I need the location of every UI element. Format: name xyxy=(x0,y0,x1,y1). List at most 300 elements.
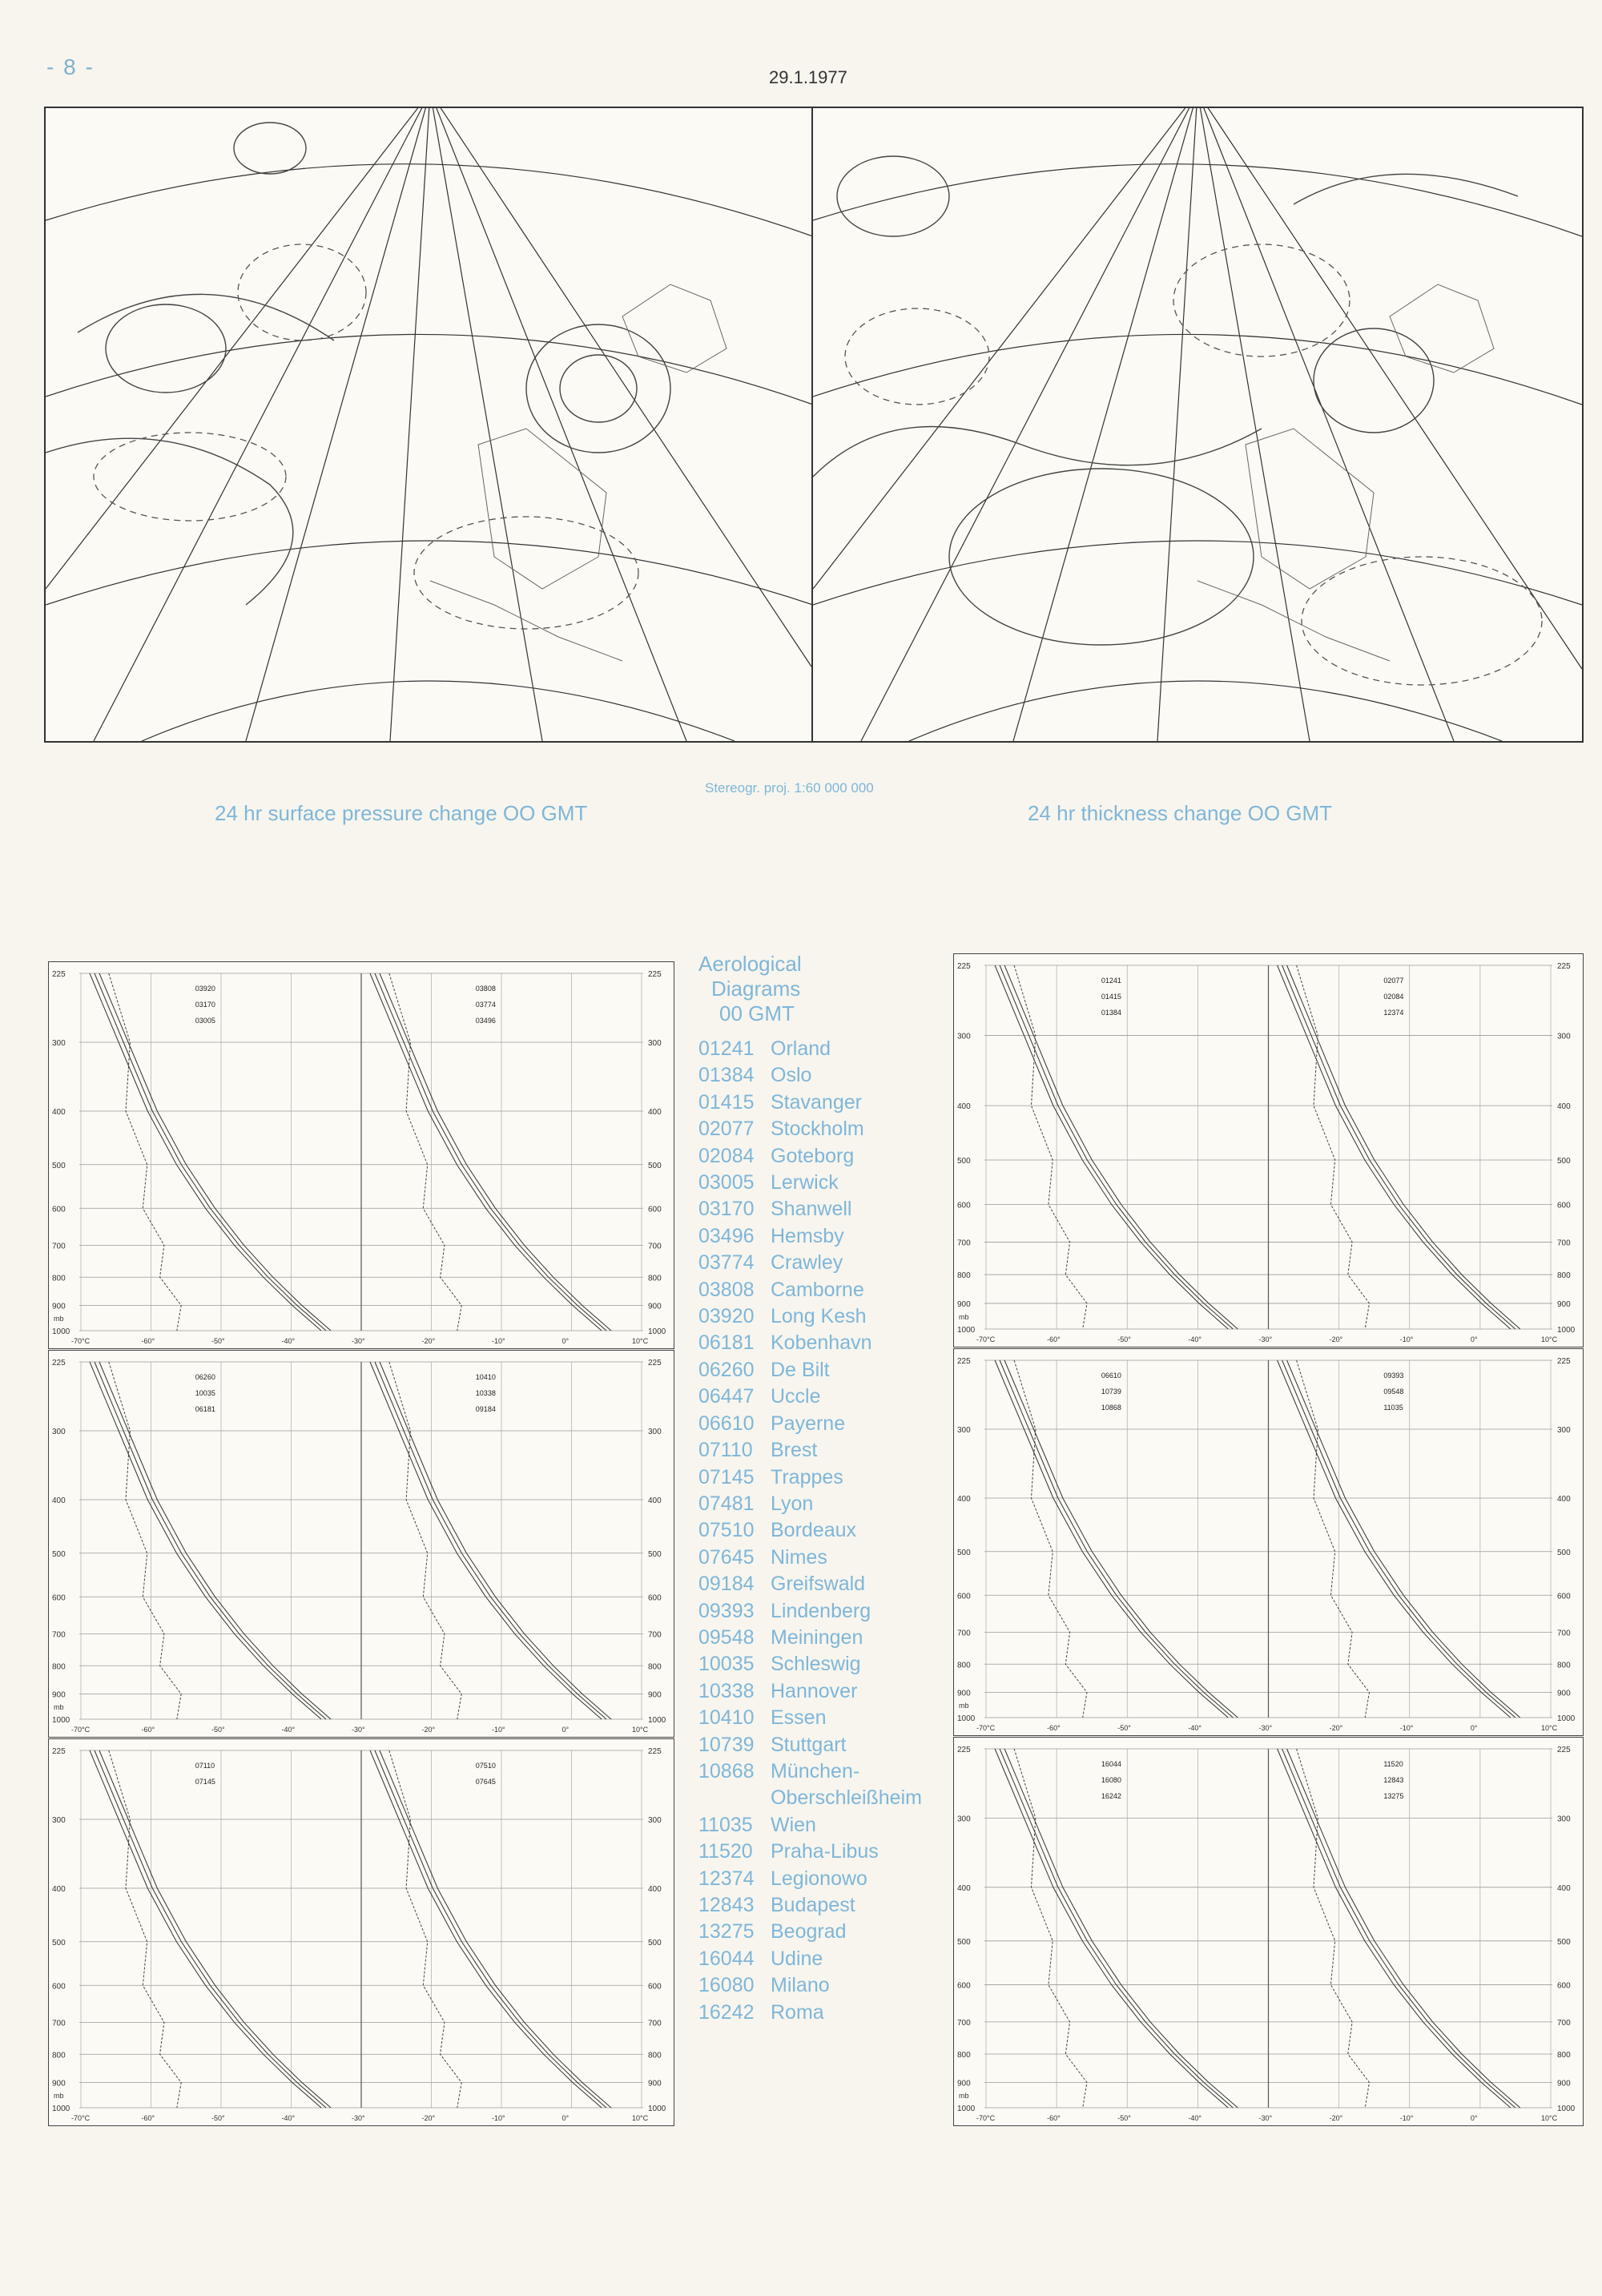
pressure-level-label: 300 xyxy=(957,1426,971,1436)
pressure-level-label: 800 xyxy=(957,1661,971,1670)
pressure-level-label: 300 xyxy=(1557,1426,1571,1436)
pressure-level-label: 400 xyxy=(52,1496,66,1506)
station-name: Milano xyxy=(771,1974,830,1997)
station-name: Essen xyxy=(771,1706,827,1730)
pressure-level-label: 800 xyxy=(648,1662,662,1672)
station-name: Wien xyxy=(771,1813,816,1836)
pressure-level-label: 300 xyxy=(957,1815,971,1824)
pressure-level-label: 900 xyxy=(52,2079,66,2089)
station-list-item xyxy=(698,1839,955,1865)
temperature-tick-label: -50° xyxy=(211,2114,225,2122)
pressure-level-label: 800 xyxy=(52,1662,66,1672)
station-list-item xyxy=(698,1919,955,1945)
pressure-level-label: 500 xyxy=(1557,1548,1571,1557)
aerological-diagram xyxy=(953,1348,1584,1736)
station-name: Shanwell xyxy=(771,1198,852,1221)
station-name: Hannover xyxy=(771,1679,858,1702)
station-name: Lindenberg xyxy=(771,1599,871,1622)
temperature-tick-label: -20° xyxy=(421,2114,436,2122)
pressure-level-label: 225 xyxy=(957,1357,971,1366)
diagram-station-code: 16044 xyxy=(1101,1760,1121,1768)
station-list-item xyxy=(698,1625,955,1651)
temperature-tick-label: 10°C xyxy=(632,2114,649,2122)
diagram-station-code: 13275 xyxy=(1383,1792,1404,1800)
pressure-level-label: 400 xyxy=(1557,1883,1571,1893)
station-code: 16080 xyxy=(698,1974,755,1997)
station-code: 12374 xyxy=(698,1867,755,1890)
temperature-tick-label: 10°C xyxy=(632,1337,649,1345)
station-code: 10739 xyxy=(698,1733,755,1756)
temperature-tick-label: -20° xyxy=(1329,1724,1343,1732)
station-code: 06610 xyxy=(698,1412,755,1435)
station-code: 09548 xyxy=(698,1625,755,1649)
station-list-item xyxy=(698,1972,955,1999)
diagram-station-code: 06610 xyxy=(1101,1372,1121,1380)
temperature-tick-label: -70°C xyxy=(976,2114,996,2122)
temperature-tick-label: -40° xyxy=(1188,1724,1202,1732)
pressure-level-label: 1000 xyxy=(957,1714,976,1723)
diagram-station-code: 02077 xyxy=(1383,977,1404,985)
temperature-tick-label: -70°C xyxy=(71,2114,91,2122)
station-name: Kobenhavn xyxy=(771,1331,872,1355)
station-name: Legionowo xyxy=(771,1867,867,1890)
station-name: Roma xyxy=(771,2000,824,2024)
temperature-tick-label: -70°C xyxy=(976,1724,996,1732)
temperature-tick-label: -70°C xyxy=(71,1726,91,1734)
pressure-unit-label: mb xyxy=(54,2092,64,2100)
aerological-diagram xyxy=(953,1737,1584,2126)
thickness-map-caption: 24 hr thickness change OO GMT xyxy=(1028,801,1333,825)
pressure-level-label: 400 xyxy=(52,1885,66,1895)
pressure-level-label: 500 xyxy=(52,1161,66,1170)
surface-pressure-change-map xyxy=(44,107,815,743)
pressure-level-label: 225 xyxy=(648,1359,662,1368)
station-list-item xyxy=(698,1758,955,1785)
pressure-unit-label: mb xyxy=(54,1315,64,1323)
pressure-level-label: 700 xyxy=(52,1630,66,1640)
pressure-level-label: 300 xyxy=(648,1816,662,1826)
station-list-item xyxy=(698,1437,955,1464)
pressure-level-label: 600 xyxy=(957,1201,971,1210)
panel-title-line: 00 GMT xyxy=(719,1001,795,1025)
pressure-level-label: 500 xyxy=(1557,1937,1571,1947)
temperature-tick-label: 0° xyxy=(1470,1724,1478,1732)
pressure-level-label: 900 xyxy=(52,1690,66,1700)
temperature-tick-label: -40° xyxy=(1188,1335,1202,1343)
pressure-level-label: 600 xyxy=(1557,1592,1571,1601)
station-name: Udine xyxy=(771,1947,823,1970)
temperature-tick-label: 10°C xyxy=(1541,2114,1558,2122)
pressure-level-label: 225 xyxy=(1557,1746,1571,1754)
station-name: Bordeaux xyxy=(771,1519,857,1542)
pressure-level-label: 1000 xyxy=(52,1327,70,1336)
temperature-tick-label: -70°C xyxy=(71,1337,91,1345)
station-code: 10035 xyxy=(698,1653,755,1676)
station-list-item xyxy=(698,1250,955,1276)
station-name: Crawley xyxy=(771,1251,843,1275)
temperature-tick-label: -60° xyxy=(1047,1335,1061,1343)
temperature-tick-label: -30° xyxy=(352,1337,365,1345)
station-code: 03496 xyxy=(698,1224,755,1247)
station-list-item xyxy=(698,1946,955,1972)
pressure-level-label: 400 xyxy=(648,1885,662,1895)
temperature-tick-label: -10° xyxy=(492,1337,505,1345)
pressure-level-label: 400 xyxy=(1557,1495,1571,1504)
pressure-level-label: 900 xyxy=(648,1690,662,1700)
station-code: 09184 xyxy=(698,1573,755,1596)
diagram-station-code: 10739 xyxy=(1101,1388,1121,1396)
pressure-level-label: 900 xyxy=(52,1302,66,1311)
diagram-station-code: 07110 xyxy=(195,1762,215,1770)
pressure-level-label: 500 xyxy=(957,1157,971,1166)
page-number: - 8 - xyxy=(46,54,95,79)
pressure-level-label: 400 xyxy=(957,1495,971,1504)
station-name: Camborne xyxy=(771,1278,864,1301)
station-code: 11520 xyxy=(698,1840,753,1863)
temperature-tick-label: -20° xyxy=(421,1337,436,1345)
temperature-tick-label: -60° xyxy=(1047,1724,1061,1732)
station-list-item xyxy=(698,1491,955,1517)
station-code: 13275 xyxy=(698,1920,755,1944)
station-code: 03808 xyxy=(698,1278,755,1301)
diagram-station-code: 11035 xyxy=(1383,1404,1403,1412)
diagram-station-code: 09393 xyxy=(1383,1372,1404,1380)
station-list-item xyxy=(698,1116,955,1142)
station-name: Uccle xyxy=(771,1385,821,1408)
station-code: 10338 xyxy=(698,1679,755,1702)
temperature-tick-label: -20° xyxy=(421,1726,436,1734)
station-list-item xyxy=(698,1411,955,1437)
station-name-continued: Oberschleißheim xyxy=(771,1786,922,1810)
diagram-station-code: 09184 xyxy=(475,1405,496,1413)
pressure-level-label: 900 xyxy=(1557,1299,1571,1309)
station-code: 07510 xyxy=(698,1519,755,1542)
diagram-station-code: 03005 xyxy=(195,1017,215,1025)
station-code: 10410 xyxy=(698,1706,755,1730)
temperature-tick-label: -40° xyxy=(281,1337,296,1345)
pressure-level-label: 500 xyxy=(648,1161,662,1170)
temperature-tick-label: -10° xyxy=(1399,2114,1414,2122)
pressure-level-label: 225 xyxy=(52,1747,66,1756)
pressure-level-label: 1000 xyxy=(1557,2105,1576,2113)
diagram-station-code: 01384 xyxy=(1101,1009,1121,1017)
temperature-tick-label: -50° xyxy=(1117,2114,1131,2122)
pressure-level-label: 800 xyxy=(52,2051,66,2060)
station-name: Stuttgart xyxy=(771,1733,847,1756)
pressure-level-label: 1000 xyxy=(648,2105,666,2113)
diagram-station-code: 03920 xyxy=(195,985,215,993)
station-code: 07145 xyxy=(698,1465,755,1488)
diagram-station-code: 06181 xyxy=(195,1405,215,1413)
station-code: 10868 xyxy=(698,1759,755,1782)
diagram-station-code: 12374 xyxy=(1383,1009,1404,1017)
temperature-tick-label: 10°C xyxy=(1541,1335,1558,1343)
pressure-level-label: 800 xyxy=(957,2050,971,2060)
station-list-item xyxy=(698,1705,955,1731)
diagram-station-code: 03808 xyxy=(475,985,496,993)
pressure-level-label: 900 xyxy=(648,1302,662,1311)
pressure-level-label: 800 xyxy=(1557,2050,1571,2060)
station-code: 02077 xyxy=(698,1118,755,1141)
station-name: Schleswig xyxy=(771,1653,861,1676)
station-list-item xyxy=(698,1223,955,1250)
temperature-tick-label: 10°C xyxy=(1541,1724,1558,1732)
station-code: 11035 xyxy=(698,1813,753,1836)
station-code: 06181 xyxy=(698,1331,755,1355)
pressure-level-label: 800 xyxy=(52,1274,66,1283)
pressure-level-label: 900 xyxy=(648,2079,662,2089)
pressure-level-label: 700 xyxy=(957,1629,971,1638)
temperature-tick-label: -40° xyxy=(281,1726,296,1734)
pressure-level-label: 300 xyxy=(648,1428,662,1437)
station-name: Praha-Libus xyxy=(771,1840,879,1863)
pressure-level-label: 400 xyxy=(648,1108,662,1118)
station-list-item xyxy=(698,1651,955,1678)
temperature-tick-label: -50° xyxy=(211,1726,225,1734)
station-code: 07110 xyxy=(698,1439,753,1462)
temperature-tick-label: -40° xyxy=(281,2114,296,2122)
diagram-station-code: 10410 xyxy=(475,1373,496,1381)
temperature-tick-label: -10° xyxy=(1399,1335,1414,1343)
temperature-tick-label: -70°C xyxy=(976,1335,996,1343)
pressure-level-label: 300 xyxy=(1557,1032,1571,1041)
pressure-level-label: 900 xyxy=(957,2079,971,2089)
diagram-station-code: 07510 xyxy=(475,1762,496,1770)
aerological-diagram xyxy=(48,961,674,1349)
station-code: 07645 xyxy=(698,1545,755,1569)
temperature-tick-label: 0° xyxy=(562,1726,570,1734)
pressure-level-label: 225 xyxy=(1557,962,1571,971)
station-list-item xyxy=(698,1866,955,1892)
pressure-level-label: 800 xyxy=(1557,1271,1571,1281)
station-name: Hemsby xyxy=(771,1224,844,1247)
station-code: 06447 xyxy=(698,1385,755,1408)
station-name: Nimes xyxy=(771,1545,827,1569)
pressure-level-label: 400 xyxy=(957,1883,971,1893)
station-name: Orland xyxy=(771,1037,831,1060)
pressure-unit-label: mb xyxy=(959,2092,969,2100)
station-code: 03920 xyxy=(698,1305,755,1328)
temperature-tick-label: -30° xyxy=(1258,2114,1273,2122)
station-name: Lyon xyxy=(771,1492,814,1515)
pressure-unit-label: mb xyxy=(959,1313,969,1321)
pressure-level-label: 600 xyxy=(1557,1981,1571,1991)
diagram-station-code: 10338 xyxy=(475,1389,496,1397)
pressure-level-label: 225 xyxy=(52,1359,66,1368)
surface-pressure-map-caption: 24 hr surface pressure change OO GMT xyxy=(215,801,588,825)
pressure-level-label: 400 xyxy=(957,1102,971,1112)
pressure-level-label: 600 xyxy=(52,1205,66,1214)
aerological-diagram xyxy=(48,1738,674,2126)
pressure-level-label: 800 xyxy=(957,1271,971,1281)
page-date: 29.1.1977 xyxy=(769,67,847,87)
station-list-item xyxy=(698,1571,955,1597)
station-code: 01415 xyxy=(698,1090,755,1114)
temperature-tick-label: -10° xyxy=(492,2114,505,2122)
temperature-tick-label: -10° xyxy=(1399,1724,1414,1732)
temperature-tick-label: 0° xyxy=(1470,1335,1478,1343)
temperature-tick-label: 10°C xyxy=(632,1726,649,1734)
station-list-item xyxy=(698,1598,955,1625)
aerological-diagram xyxy=(953,953,1584,1347)
pressure-level-label: 300 xyxy=(52,1816,66,1826)
temperature-tick-label: 0° xyxy=(1470,2114,1478,2122)
pressure-level-label: 800 xyxy=(1557,1661,1571,1670)
diagram-station-code: 16080 xyxy=(1101,1776,1121,1784)
station-code: 16242 xyxy=(698,2000,755,2024)
pressure-level-label: 600 xyxy=(52,1593,66,1603)
station-list-item xyxy=(698,1678,955,1705)
pressure-level-label: 700 xyxy=(957,1239,971,1248)
pressure-level-label: 600 xyxy=(648,1593,662,1603)
pressure-level-label: 800 xyxy=(648,1274,662,1283)
station-list-item xyxy=(698,1732,955,1758)
pressure-level-label: 1000 xyxy=(957,1326,976,1335)
diagram-station-code: 10035 xyxy=(195,1389,215,1397)
pressure-level-label: 225 xyxy=(52,970,66,979)
station-list-item xyxy=(698,1812,955,1839)
pressure-level-label: 1000 xyxy=(1557,1326,1576,1335)
pressure-level-label: 300 xyxy=(1557,1815,1571,1824)
aerological-diagram xyxy=(48,1350,674,1738)
pressure-unit-label: mb xyxy=(54,1703,64,1711)
pressure-level-label: 500 xyxy=(957,1937,971,1947)
station-name: Payerne xyxy=(771,1412,846,1435)
pressure-level-label: 400 xyxy=(648,1496,662,1506)
temperature-tick-label: -50° xyxy=(1117,1724,1131,1732)
station-list-item xyxy=(698,1277,955,1303)
pressure-level-label: 500 xyxy=(52,1549,66,1559)
temperature-tick-label: -60° xyxy=(141,1726,155,1734)
pressure-level-label: 225 xyxy=(648,1747,662,1756)
diagram-station-code: 09548 xyxy=(1383,1388,1404,1396)
pressure-level-label: 1000 xyxy=(648,1327,666,1336)
pressure-level-label: 600 xyxy=(648,1982,662,1992)
pressure-level-label: 900 xyxy=(1557,1689,1571,1698)
station-code: 03774 xyxy=(698,1251,755,1275)
pressure-level-label: 500 xyxy=(648,1549,662,1559)
projection-note: Stereogr. proj. 1:60 000 000 xyxy=(705,780,874,796)
temperature-tick-label: -10° xyxy=(492,1726,505,1734)
station-list-item xyxy=(698,1196,955,1223)
pressure-level-label: 500 xyxy=(1557,1157,1571,1166)
temperature-tick-label: 0° xyxy=(562,1337,570,1345)
pressure-level-label: 900 xyxy=(957,1689,971,1698)
station-code: 16044 xyxy=(698,1947,755,1970)
temperature-tick-label: -30° xyxy=(352,1726,365,1734)
pressure-level-label: 700 xyxy=(1557,1239,1571,1248)
station-list-item xyxy=(698,1384,955,1410)
pressure-level-label: 400 xyxy=(52,1108,66,1118)
pressure-level-label: 1000 xyxy=(648,1716,666,1725)
diagram-station-code: 01241 xyxy=(1101,977,1121,985)
pressure-level-label: 300 xyxy=(52,1039,66,1049)
panel-title-line: Diagrams xyxy=(711,977,801,1001)
pressure-level-label: 700 xyxy=(52,2019,66,2028)
station-name: Stavanger xyxy=(771,1090,862,1114)
station-name: Trappes xyxy=(771,1465,843,1488)
pressure-level-label: 600 xyxy=(1557,1201,1571,1210)
station-name: De Bilt xyxy=(771,1358,830,1381)
diagram-station-code: 07145 xyxy=(195,1778,215,1786)
pressure-level-label: 700 xyxy=(1557,1629,1571,1638)
station-list-item xyxy=(698,1143,955,1170)
station-list-item xyxy=(698,1170,955,1196)
temperature-tick-label: -30° xyxy=(352,2114,365,2122)
thickness-change-map xyxy=(811,107,1584,743)
station-code: 06260 xyxy=(698,1358,755,1381)
station-list-item xyxy=(698,2000,955,2026)
temperature-tick-label: -30° xyxy=(1258,1724,1273,1732)
diagram-station-code: 16242 xyxy=(1101,1792,1121,1800)
station-name: Goteborg xyxy=(771,1144,855,1167)
pressure-level-label: 300 xyxy=(957,1032,971,1041)
panel-title xyxy=(698,952,955,1026)
pressure-level-label: 500 xyxy=(52,1938,66,1948)
pressure-level-label: 1000 xyxy=(957,2105,976,2113)
station-name: Greifswald xyxy=(771,1573,866,1596)
pressure-level-label: 300 xyxy=(52,1428,66,1437)
pressure-level-label: 225 xyxy=(957,962,971,971)
pressure-level-label: 900 xyxy=(957,1299,971,1309)
pressure-level-label: 700 xyxy=(648,1242,662,1251)
station-name: Budapest xyxy=(771,1894,855,1916)
station-list-item xyxy=(698,1892,955,1919)
diagram-station-code: 12843 xyxy=(1383,1776,1404,1784)
temperature-tick-label: -60° xyxy=(141,2114,155,2122)
station-name: Long Kesh xyxy=(771,1305,867,1328)
station-code: 02084 xyxy=(698,1144,755,1167)
station-list-item xyxy=(698,1062,955,1089)
pressure-level-label: 600 xyxy=(957,1981,971,1991)
diagram-station-code: 07645 xyxy=(475,1778,496,1786)
station-code: 01384 xyxy=(698,1064,755,1087)
station-list-item xyxy=(698,1090,955,1116)
station-code: 07481 xyxy=(698,1492,755,1515)
temperature-tick-label: -20° xyxy=(1329,2114,1343,2122)
pressure-level-label: 1000 xyxy=(1557,1714,1576,1723)
pressure-level-label: 600 xyxy=(52,1982,66,1992)
station-code: 12843 xyxy=(698,1894,755,1916)
station-list-item xyxy=(698,1330,955,1356)
station-list-panel xyxy=(698,952,955,2026)
station-name: Meiningen xyxy=(771,1625,863,1649)
pressure-level-label: 700 xyxy=(957,2018,971,2028)
pressure-level-label: 1000 xyxy=(52,2105,70,2113)
station-name: Brest xyxy=(771,1439,818,1462)
pressure-level-label: 1000 xyxy=(52,1716,70,1725)
station-list-item xyxy=(698,1036,955,1062)
pressure-level-label: 225 xyxy=(957,1746,971,1754)
station-code: 09393 xyxy=(698,1599,755,1622)
pressure-level-label: 700 xyxy=(648,1630,662,1640)
station-name: Lerwick xyxy=(771,1171,839,1194)
diagram-station-code: 11520 xyxy=(1383,1760,1403,1768)
station-list-item xyxy=(698,1464,955,1491)
station-name: Oslo xyxy=(771,1064,812,1087)
diagram-station-code: 02084 xyxy=(1383,993,1404,1001)
pressure-level-label: 300 xyxy=(648,1039,662,1049)
pressure-level-label: 500 xyxy=(648,1938,662,1948)
pressure-level-label: 900 xyxy=(1557,2079,1571,2089)
pressure-level-label: 700 xyxy=(52,1242,66,1251)
pressure-level-label: 500 xyxy=(957,1548,971,1557)
diagram-station-code: 10868 xyxy=(1101,1404,1121,1412)
pressure-level-label: 600 xyxy=(648,1205,662,1214)
panel-title-line: Aerological xyxy=(698,952,802,976)
diagram-station-code: 03170 xyxy=(195,1001,215,1009)
station-list-item xyxy=(698,1303,955,1330)
